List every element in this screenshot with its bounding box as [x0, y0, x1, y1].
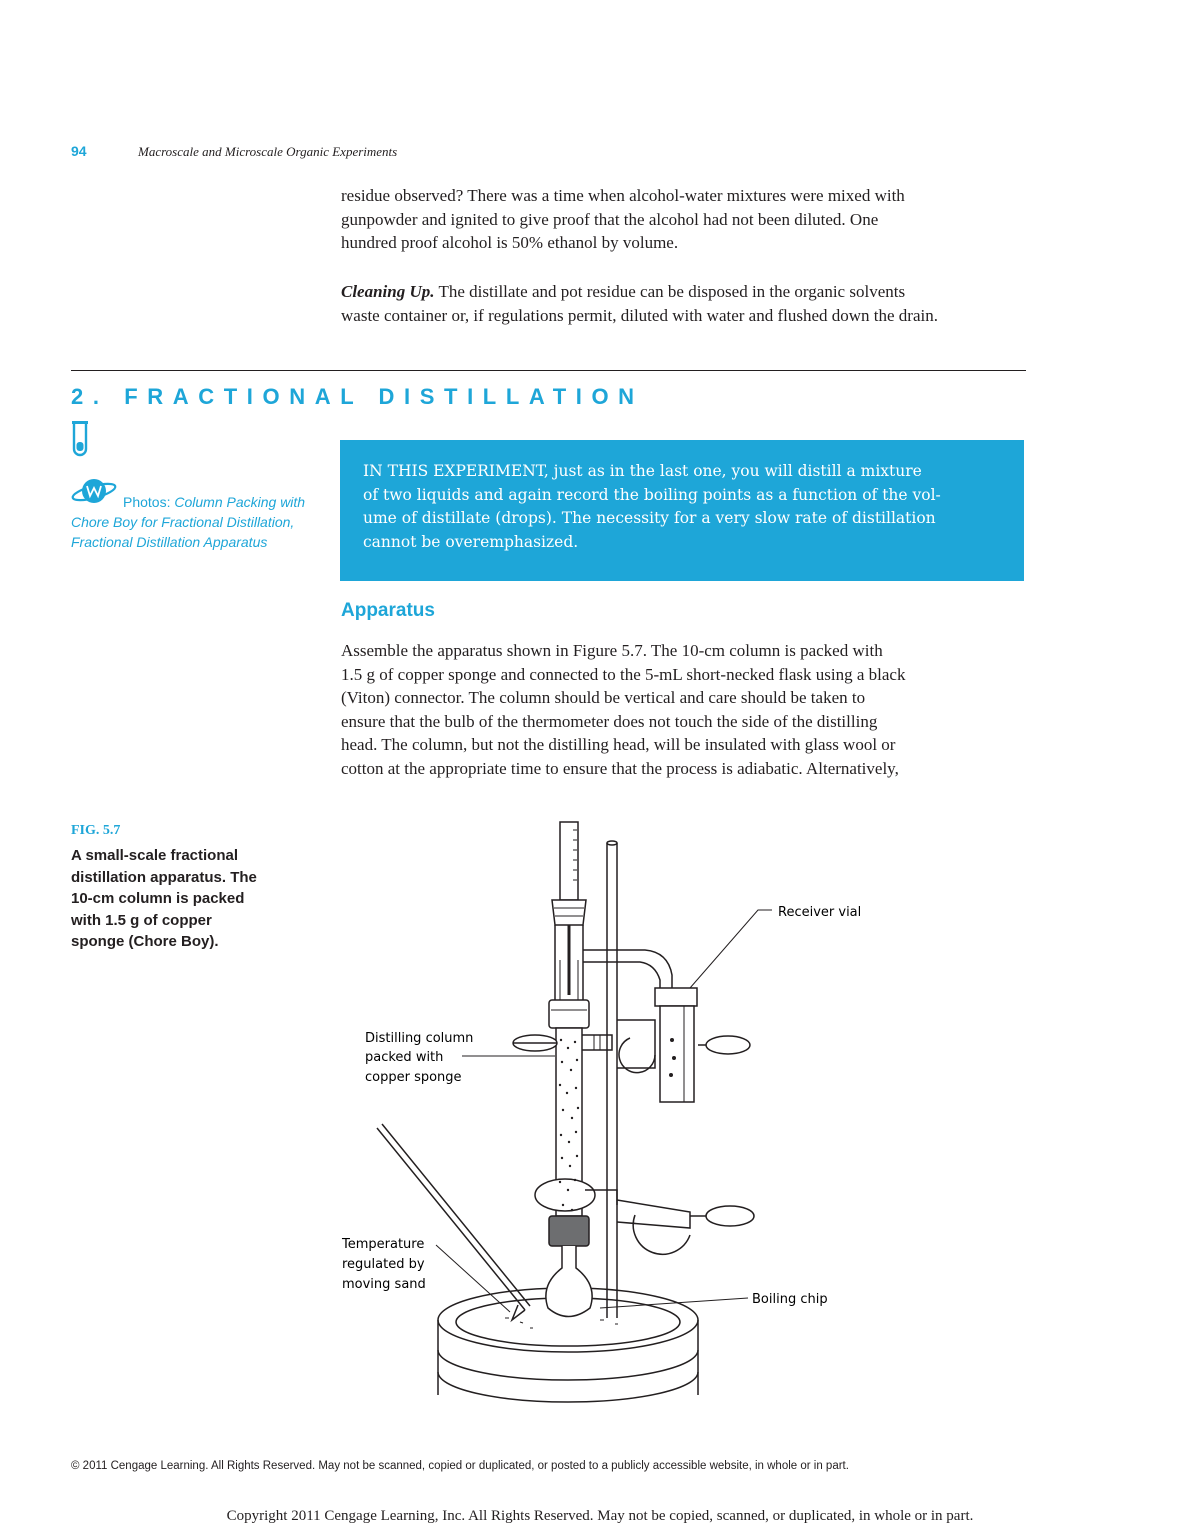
photos-note[interactable] [71, 492, 331, 552]
experiment-line: of two liquids and again record the boiling points as a function of the vol- [363, 485, 941, 504]
caption-line: sponge (Chore Boy). [71, 933, 219, 950]
callout-boiling-chip: Boiling chip [752, 1292, 828, 1307]
apparatus-heading: Apparatus [341, 600, 435, 621]
callout-distilling-column: Distilling column packed with copper sponge [365, 1031, 474, 1085]
apparatus-line: head. The column, but not the distilling head, will be insulated with glass wool or [341, 735, 896, 754]
caption-line: with 1.5 g of copper [71, 911, 212, 929]
footer-rights-note: © 2011 Cengage Learning. All Rights Reserved. May not be scanned, copied or duplicated, or posted to a publicly accessible website, in whole or in part. [71, 1460, 849, 1472]
page-number: 94 [71, 143, 87, 159]
running-title: Macroscale and Microscale Organic Experiments [138, 144, 398, 159]
apparatus-paragraph [341, 639, 1031, 780]
apparatus-line: Assemble the apparatus shown in Figure 5.7. The 10-cm column is packed with [341, 641, 883, 660]
copyright-line: Copyright 2011 Cengage Learning, Inc. All Rights Reserved. May not be copied, scanned, or duplicated, in whole or in part. [226, 1508, 974, 1524]
experiment-line: ume of distillate (drops). The necessity for a very slow rate of distillation [363, 509, 936, 527]
apparatus-line: 1.5 g of copper sponge and connected to the 5-mL short-necked flask using a black [341, 664, 906, 684]
caption-line: distillation apparatus. The [71, 868, 257, 886]
test-tube-icon [71, 420, 89, 458]
photos-label: Photos: [123, 494, 171, 510]
experiment-line: cannot be overemphasized. [363, 532, 579, 551]
cleaning-line: waste container or, if regulations permit, diluted with water and flushed down the drain. [341, 305, 938, 325]
section-title: 2. FRACTIONAL DISTILLATION [71, 384, 644, 409]
photos-links[interactable]: Column Packing with Chore Boy for Fractional Distillation, Fractional Distillation Apparatus [71, 494, 306, 550]
intro-paragraph [341, 184, 1031, 255]
experiment-line: IN THIS EXPERIMENT, just as in the last one, you will distill a mixture [363, 462, 922, 480]
callout-receiver-vial: Receiver vial [778, 905, 862, 920]
cleaning-label: Cleaning Up. [341, 282, 435, 301]
intro-line: gunpowder and ignited to give proof that the alcohol had not been diluted. One [341, 209, 879, 229]
cleaning-text: The distillate and pot residue can be disposed in the organic solvents [434, 282, 906, 301]
experiment-box-text [363, 460, 1003, 554]
callout-temperature: Temperature regulated by moving sand [342, 1237, 426, 1292]
figure-caption [71, 845, 311, 953]
intro-line: hundred proof alcohol is 50% ethanol by volume. [341, 233, 679, 252]
distillation-apparatus-diagram [340, 815, 900, 1405]
figure-number: FIG. 5.7 [71, 823, 121, 838]
intro-line: residue observed? There was a time when alcohol-water mixtures were mixed with [341, 186, 905, 205]
cleaning-line [341, 280, 1031, 304]
apparatus-line: cotton at the appropriate time to ensure that the process is adiabatic. Alternatively, [341, 758, 899, 778]
section-rule [71, 370, 1026, 371]
apparatus-line: ensure that the bulb of the thermometer does not touch the side of the distilling [341, 711, 878, 731]
caption-line: 10-cm column is packed [71, 890, 245, 907]
cleaning-paragraph [341, 280, 1031, 327]
apparatus-line: (Viton) connector. The column should be vertical and care should be taken to [341, 688, 866, 707]
caption-line: A small-scale fractional [71, 847, 239, 864]
